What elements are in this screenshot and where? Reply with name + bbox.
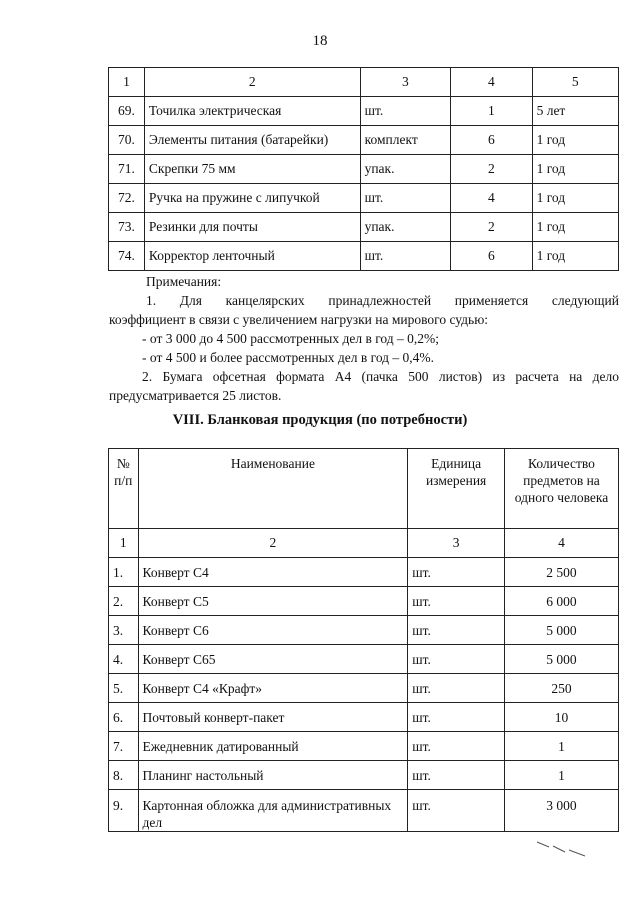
note-1-bullet-2: - от 4 500 и более рассмотренных дел в год – 0,4%.: [142, 350, 435, 365]
cell-unit: шт.: [360, 242, 451, 271]
note-2-line-1: 2. Бумага офсетная формата А4 (пачка 500 листов) из расчета на дело: [142, 369, 619, 384]
cell-number: 72.: [109, 184, 145, 213]
cell-number: 74.: [109, 242, 145, 271]
cell-name: Резинки для почты: [144, 213, 360, 242]
page-number: 18: [312, 33, 328, 49]
cell-quantity: 5 000: [504, 616, 618, 645]
cell-name: Ручка на пружине с липучкой: [144, 184, 360, 213]
supplies-table: [108, 67, 619, 271]
header-quantity: Количество предметов на одного человека: [504, 449, 618, 529]
table-row: [109, 558, 619, 587]
cell-quantity: 6: [451, 242, 532, 271]
cell-number: 3.: [109, 616, 139, 645]
table-row: [109, 242, 619, 271]
cell-name: Планинг настольный: [138, 761, 408, 790]
cell-name: Конверт С5: [138, 587, 408, 616]
cell-name: Точилка электрическая: [144, 97, 360, 126]
handwritten-mark: [535, 838, 595, 860]
column-number: 3: [360, 68, 451, 97]
table-header-row: [109, 449, 619, 529]
cell-number: 6.: [109, 703, 139, 732]
cell-period: 5 лет: [532, 97, 618, 126]
table-row: [109, 97, 619, 126]
cell-quantity: 6 000: [504, 587, 618, 616]
table-row: [109, 790, 619, 832]
header-unit: Единица измерения: [408, 449, 505, 529]
cell-unit: шт.: [408, 703, 505, 732]
cell-name: Конверт С65: [138, 645, 408, 674]
table-row: [109, 213, 619, 242]
header-number: № п/п: [109, 449, 139, 529]
cell-quantity: 2 500: [504, 558, 618, 587]
cell-name: Элементы питания (батарейки): [144, 126, 360, 155]
table-row: [109, 126, 619, 155]
note-1-bullet-1: - от 3 000 до 4 500 рассмотренных дел в год – 0,2%;: [142, 331, 440, 346]
notes-title: Примечания:: [146, 274, 222, 289]
cell-number: 1.: [109, 558, 139, 587]
column-number-row: [109, 529, 619, 558]
cell-quantity: 6: [451, 126, 532, 155]
cell-unit: комплект: [360, 126, 451, 155]
column-number: 4: [504, 529, 618, 558]
column-number: 2: [138, 529, 408, 558]
cell-number: 2.: [109, 587, 139, 616]
cell-period: 1 год: [532, 213, 618, 242]
cell-name: Корректор ленточный: [144, 242, 360, 271]
cell-unit: шт.: [360, 97, 451, 126]
cell-name: Почтовый конверт-пакет: [138, 703, 408, 732]
note-2-line-2: предусматривается 25 листов.: [109, 388, 282, 403]
cell-quantity: 4: [451, 184, 532, 213]
cell-unit: упак.: [360, 213, 451, 242]
cell-name: Скрепки 75 мм: [144, 155, 360, 184]
cell-quantity: 1: [504, 761, 618, 790]
table-row: [109, 155, 619, 184]
cell-unit: шт.: [360, 184, 451, 213]
column-number: 2: [144, 68, 360, 97]
cell-number: 73.: [109, 213, 145, 242]
cell-number: 7.: [109, 732, 139, 761]
table-row: [109, 703, 619, 732]
cell-name: Конверт С6: [138, 616, 408, 645]
column-number: 1: [109, 68, 145, 97]
cell-period: 1 год: [532, 184, 618, 213]
table-row: [109, 616, 619, 645]
cell-quantity: 5 000: [504, 645, 618, 674]
cell-unit: шт.: [408, 761, 505, 790]
cell-name: Картонная обложка для административных дел: [138, 790, 408, 832]
cell-quantity: 2: [451, 155, 532, 184]
cell-unit: упак.: [360, 155, 451, 184]
table-row: [109, 761, 619, 790]
cell-unit: шт.: [408, 790, 505, 832]
column-number: 4: [451, 68, 532, 97]
table-row: [109, 645, 619, 674]
cell-quantity: 2: [451, 213, 532, 242]
forms-table: [108, 448, 619, 832]
cell-unit: шт.: [408, 732, 505, 761]
header-name: Наименование: [138, 449, 408, 529]
cell-quantity: 10: [504, 703, 618, 732]
cell-quantity: 250: [504, 674, 618, 703]
table-row: [109, 674, 619, 703]
cell-period: 1 год: [532, 126, 618, 155]
cell-number: 71.: [109, 155, 145, 184]
cell-name: Ежедневник датированный: [138, 732, 408, 761]
cell-name: Конверт С4 «Крафт»: [138, 674, 408, 703]
table-header-row: [109, 68, 619, 97]
cell-unit: шт.: [408, 674, 505, 703]
cell-number: 69.: [109, 97, 145, 126]
cell-unit: шт.: [408, 587, 505, 616]
cell-number: 70.: [109, 126, 145, 155]
cell-period: 1 год: [532, 155, 618, 184]
cell-number: 4.: [109, 645, 139, 674]
notes: [109, 272, 619, 405]
note-1-line-1: 1. Для канцелярских принадлежностей применяется следующий: [146, 293, 619, 308]
cell-number: 5.: [109, 674, 139, 703]
column-number: 1: [109, 529, 139, 558]
table-row: [109, 184, 619, 213]
cell-number: 9.: [109, 790, 139, 832]
cell-quantity: 1: [451, 97, 532, 126]
cell-number: 8.: [109, 761, 139, 790]
note-1-line-2: коэффициент в связи с увеличением нагрузки на мирового судью:: [109, 312, 489, 327]
table-row: [109, 732, 619, 761]
column-number: 5: [532, 68, 618, 97]
section-title: VIII. Бланковая продукция (по потребности): [172, 412, 468, 428]
cell-unit: шт.: [408, 616, 505, 645]
cell-unit: шт.: [408, 645, 505, 674]
cell-name: Конверт С4: [138, 558, 408, 587]
cell-period: 1 год: [532, 242, 618, 271]
table-row: [109, 587, 619, 616]
column-number: 3: [408, 529, 505, 558]
cell-quantity: 3 000: [504, 790, 618, 832]
cell-quantity: 1: [504, 732, 618, 761]
cell-unit: шт.: [408, 558, 505, 587]
